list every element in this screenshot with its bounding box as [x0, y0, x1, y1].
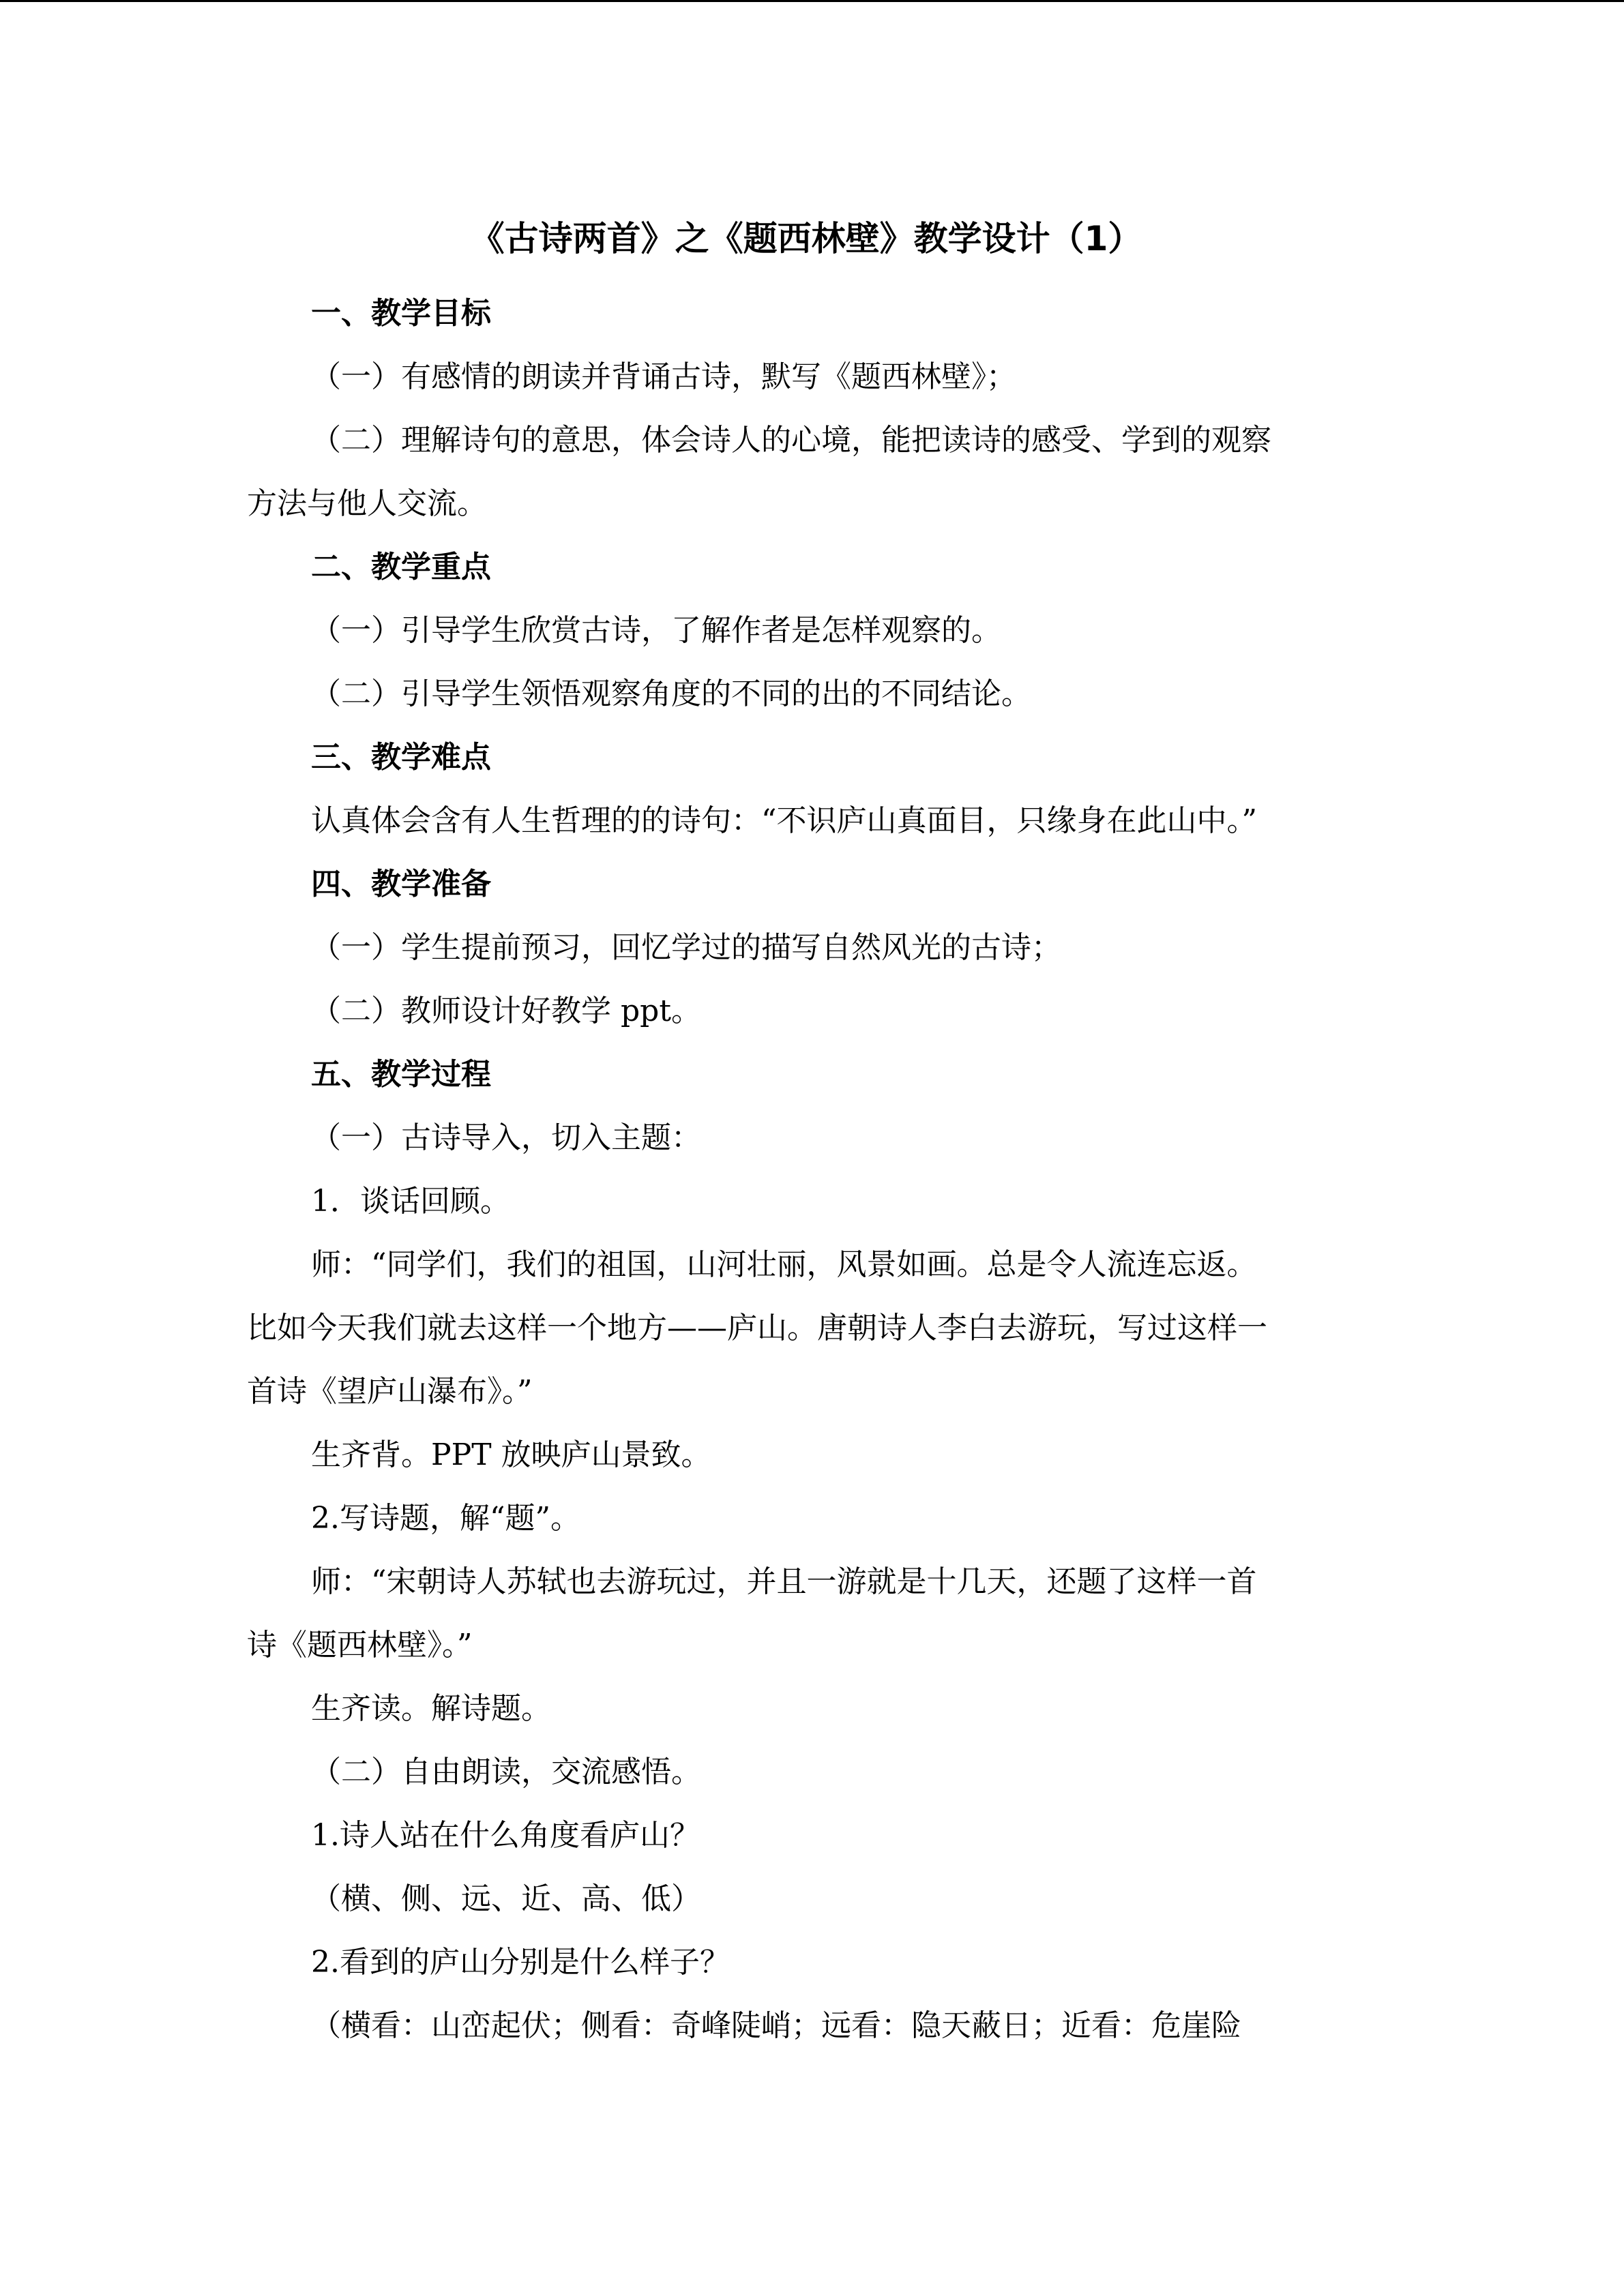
section-heading-objectives: 一、教学目标 [311, 296, 491, 331]
objective-item-1: （一）有感情的朗读并背诵古诗，默写《题西林壁》； [311, 359, 1016, 394]
objective-item-2-continued: 方法与他人交流。 [247, 486, 487, 521]
teacher-speech-1: 师：“同学们，我们的祖国，山河壮丽，风景如画。总是令人流连忘返。 [311, 1247, 1257, 1282]
process-step-1-item-1: 1．谈话回顾。 [311, 1184, 510, 1219]
teacher-speech-1-end: 首诗《望庐山瀑布》。” [247, 1374, 533, 1409]
question-2: 2.看到的庐山分别是什么样子？ [311, 1945, 730, 1980]
section-heading-difficulties: 三、教学难点 [311, 740, 491, 775]
document-title: 《古诗两首》之《题西林壁》教学设计（1） [470, 219, 1142, 258]
objective-item-2: （二）理解诗句的意思，体会诗人的心境，能把读诗的感受、学到的观察 [311, 423, 1271, 458]
answer-2: （横看：山峦起伏；侧看：奇峰陡峭；远看：隐天蔽日；近看：危崖险 [311, 2008, 1241, 2043]
teacher-speech-2-end: 诗《题西林壁》。” [247, 1628, 473, 1663]
teacher-speech-2: 师：“宋朝诗人苏轼也去游玩过，并且一游就是十几天，还题了这样一首 [311, 1564, 1257, 1599]
process-step-1-item-2: 2.写诗题，解“题”。 [311, 1501, 580, 1536]
section-heading-process: 五、教学过程 [311, 1057, 491, 1092]
key-point-item-1: （一）引导学生欣赏古诗，了解作者是怎样观察的。 [311, 613, 1001, 648]
student-activity-2: 生齐读。解诗题。 [311, 1691, 551, 1726]
preparation-item-2: （二）教师设计好教学 ppt。 [311, 994, 701, 1028]
preparation-item-1: （一）学生提前预习，回忆学过的描写自然风光的古诗； [311, 930, 1061, 965]
section-heading-preparation: 四、教学准备 [311, 867, 491, 901]
student-activity-1: 生齐背。PPT 放映庐山景致。 [311, 1437, 711, 1472]
teacher-speech-1-continued: 比如今天我们就去这样一个地方——庐山。唐朝诗人李白去游玩，写过这样一 [247, 1311, 1267, 1345]
section-heading-key-points: 二、教学重点 [311, 550, 491, 584]
question-1: 1.诗人站在什么角度看庐山？ [311, 1818, 700, 1853]
difficulty-text: 认真体会含有人生哲理的的诗句：“不识庐山真面目，只缘身在此山中。” [311, 803, 1257, 838]
process-step-1-heading: （一）古诗导入，切入主题： [311, 1120, 701, 1155]
process-step-2-heading: （二）自由朗读，交流感悟。 [311, 1755, 701, 1789]
key-point-item-2: （二）引导学生领悟观察角度的不同的出的不同结论。 [311, 676, 1031, 711]
answer-1: （横、侧、远、近、高、低） [311, 1881, 701, 1916]
page-top-border [0, 0, 1624, 2]
